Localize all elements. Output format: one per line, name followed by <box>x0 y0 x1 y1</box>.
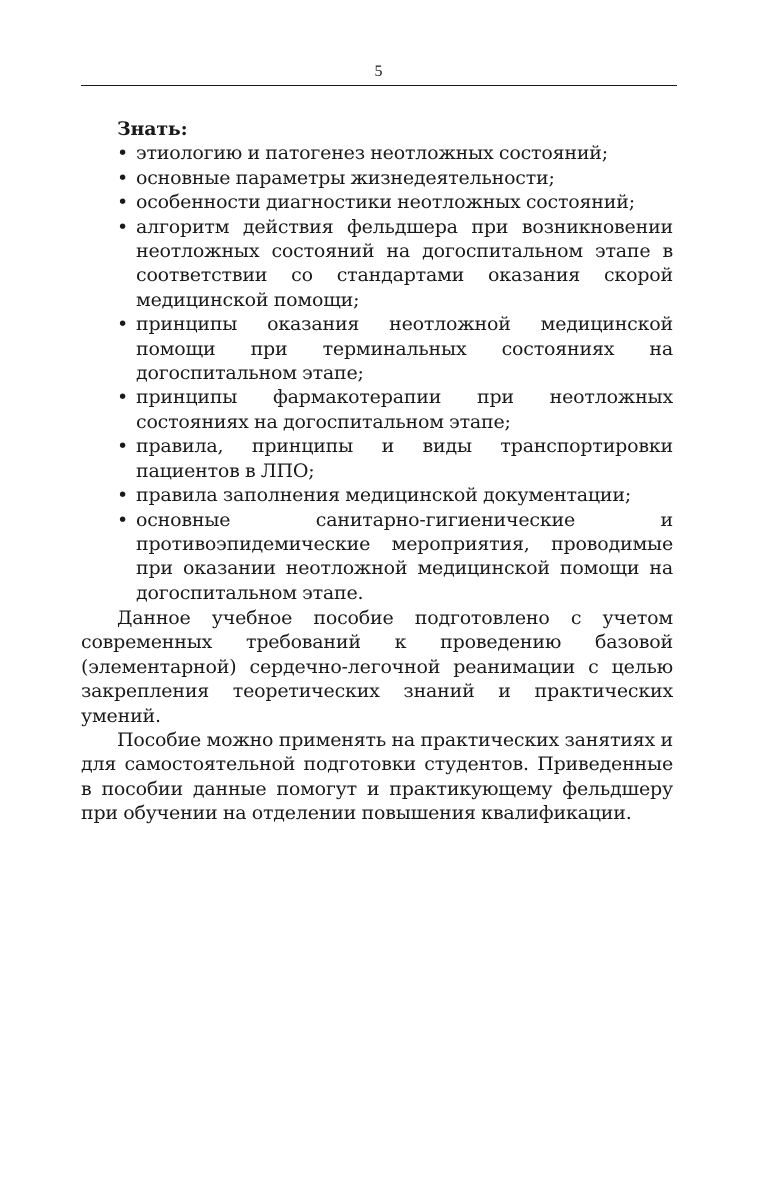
list-item <box>117 508 673 606</box>
paragraph: Данное учебное пособие подготовлено с учетом современных требований к проведению базовой (элементарной) сердечно-легочной реанимации с целью закрепления теоретических знаний и практических умений. <box>81 607 673 727</box>
list-item-text: правила, принципы и виды транспортировки пациентов в ЛПО; <box>136 435 673 482</box>
list-item <box>117 190 673 214</box>
know-section <box>117 117 673 605</box>
paragraph: Пособие можно применять на практических занятиях и для самостоятельной подготовки студентов. Приведенные в пособии данные помогут и практикующему фельдшеру при обучении на отделении повышения квалификации. <box>81 729 673 825</box>
list-item-text: принципы оказания неотложной медицинской помощи при терминальных состояниях на догоспитальном этапе; <box>136 313 673 385</box>
list-item <box>117 483 673 507</box>
list-item <box>117 434 673 483</box>
list-item <box>117 385 673 434</box>
page-number: 5 <box>374 63 383 80</box>
bullet-icon: • <box>117 313 129 336</box>
bullet-icon: • <box>117 215 129 238</box>
list-item-text: этиологию и патогенез неотложных состояний; <box>136 142 608 165</box>
bullet-icon: • <box>117 484 129 507</box>
header-rule <box>81 85 677 86</box>
list-item-text: правила заполнения медицинской документации; <box>136 484 632 507</box>
know-list <box>117 141 673 605</box>
list-item-text: принципы фармакотерапии при неотложных состояниях на догоспитальном этапе; <box>136 386 673 433</box>
list-item <box>117 141 673 165</box>
list-item-text: основные параметры жизнедеятельности; <box>136 166 555 189</box>
bullet-icon: • <box>117 386 129 409</box>
list-item-text: особенности диагностики неотложных состояний; <box>136 191 635 214</box>
bullet-icon: • <box>117 191 129 214</box>
body-text <box>81 606 673 826</box>
list-item <box>117 166 673 190</box>
list-item-text: алгоритм действия фельдшера при возникновении неотложных состояний на догоспитальном этапе в соответствии со стандартами оказания скорой медицинской помощи; <box>136 215 673 311</box>
list-item <box>117 215 673 313</box>
bullet-icon: • <box>117 435 129 458</box>
bullet-icon: • <box>117 142 129 165</box>
list-item-text: основные санитарно-гигиенические и противоэпидемические мероприятия, проводимые при оказании неотложной медицинской помощи на догоспитальном этапе. <box>136 508 673 604</box>
bullet-icon: • <box>117 166 129 189</box>
list-item <box>117 312 673 385</box>
bullet-icon: • <box>117 508 129 531</box>
know-heading: Знать: <box>117 118 188 140</box>
